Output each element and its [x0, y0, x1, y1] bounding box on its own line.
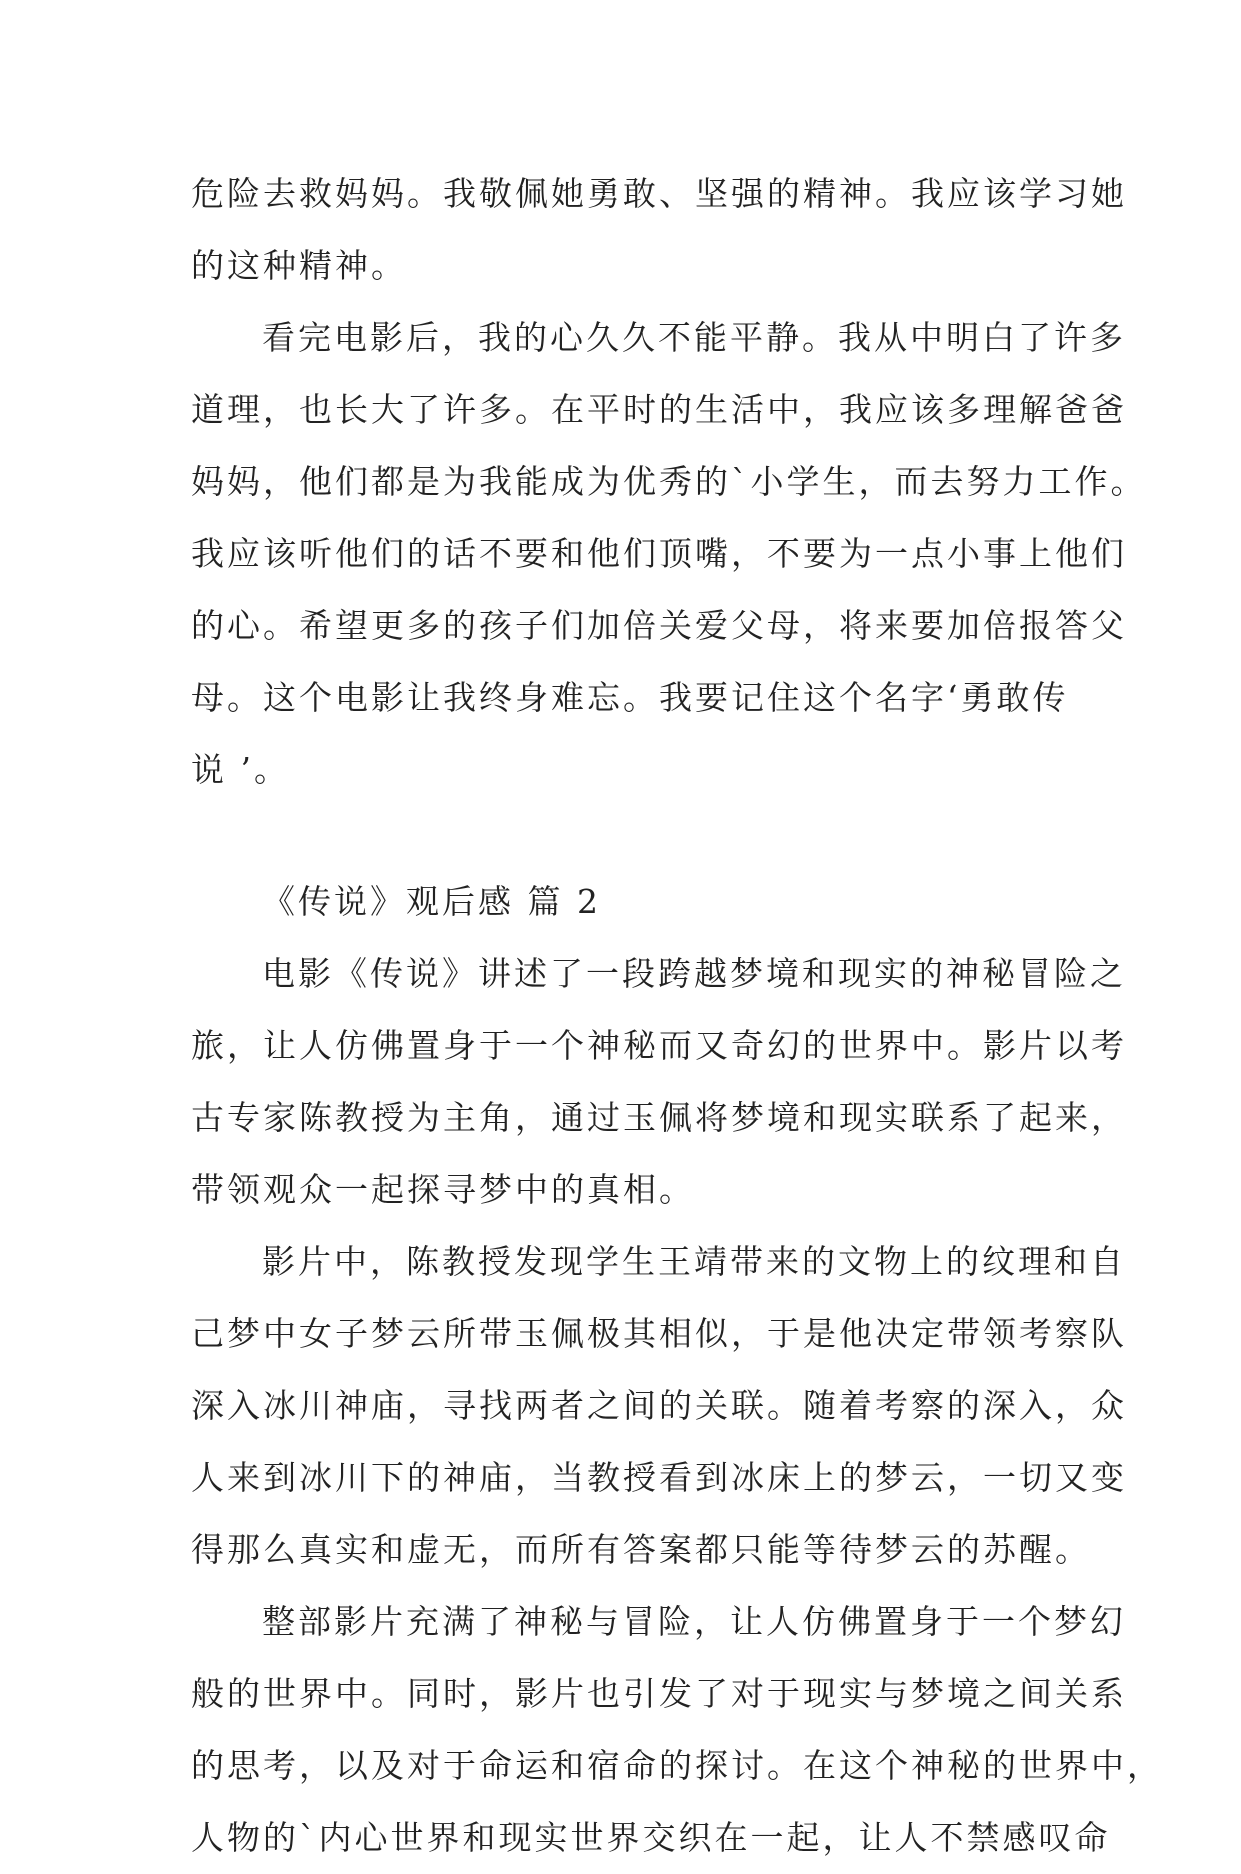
paragraph-line: 影片中，陈教授发现学生王靖带来的文物上的纹理和自 [262, 1242, 1126, 1281]
paragraph-line: 般的世界中。同时，影片也引发了对于现实与梦境之间关系 [191, 1674, 1127, 1713]
paragraph-line: 旅，让人仿佛置身于一个神秘而又奇幻的世界中。影片以考 [191, 1026, 1127, 1065]
paragraph-line: 说 ’。 [191, 750, 290, 789]
paragraph-line: 道理，也长大了许多。在平时的生活中，我应该多理解爸爸 [191, 390, 1127, 429]
document-body [191, 158, 1163, 1874]
paragraph-line: 危险去救妈妈。我敬佩她勇敢、坚强的精神。我应该学习她 [191, 174, 1127, 213]
paragraph-line: 的这种精神。 [191, 246, 407, 285]
paragraph-line: 的思考，以及对于命运和宿命的探讨。在这个神秘的世界中， [191, 1746, 1163, 1785]
paragraph-line: 我应该听他们的话不要和他们顶嘴，不要为一点小事上他们 [191, 534, 1127, 573]
paragraph-line: 妈妈，他们都是为我能成为优秀的`小学生，而去努力工作。 [191, 462, 1147, 501]
paragraph-line: 人物的`内心世界和现实世界交织在一起，让人不禁感叹命 [191, 1818, 1111, 1857]
paragraph-line: 人来到冰川下的神庙，当教授看到冰床上的梦云，一切又变 [191, 1458, 1127, 1497]
paragraph-line: 电影《传说》讲述了一段跨越梦境和现实的神秘冒险之 [262, 954, 1126, 993]
section-gap [191, 806, 1053, 866]
paragraph-line: 带领观众一起探寻梦中的真相。 [191, 1170, 695, 1209]
paragraph-line: 己梦中女子梦云所带玉佩极其相似，于是他决定带领考察队 [191, 1314, 1127, 1353]
paragraph-line: 古专家陈教授为主角，通过玉佩将梦境和现实联系了起来， [191, 1098, 1127, 1137]
paragraph-line: 的心。希望更多的孩子们加倍关爱父母，将来要加倍报答父 [191, 606, 1127, 645]
paragraph-line: 母。这个电影让我终身难忘。我要记住这个名字‘勇敢传 [191, 678, 1069, 717]
paragraph-line: 看完电影后，我的心久久不能平静。我从中明白了许多 [262, 318, 1126, 357]
paragraph-line: 得那么真实和虚无，而所有答案都只能等待梦云的苏醒。 [191, 1530, 1091, 1569]
paragraph-line: 深入冰川神庙，寻找两者之间的关联。随着考察的深入，众 [191, 1386, 1127, 1425]
section-heading: 《传说》观后感 篇 2 [262, 882, 601, 921]
paragraph-line: 整部影片充满了神秘与冒险，让人仿佛置身于一个梦幻 [262, 1602, 1126, 1641]
